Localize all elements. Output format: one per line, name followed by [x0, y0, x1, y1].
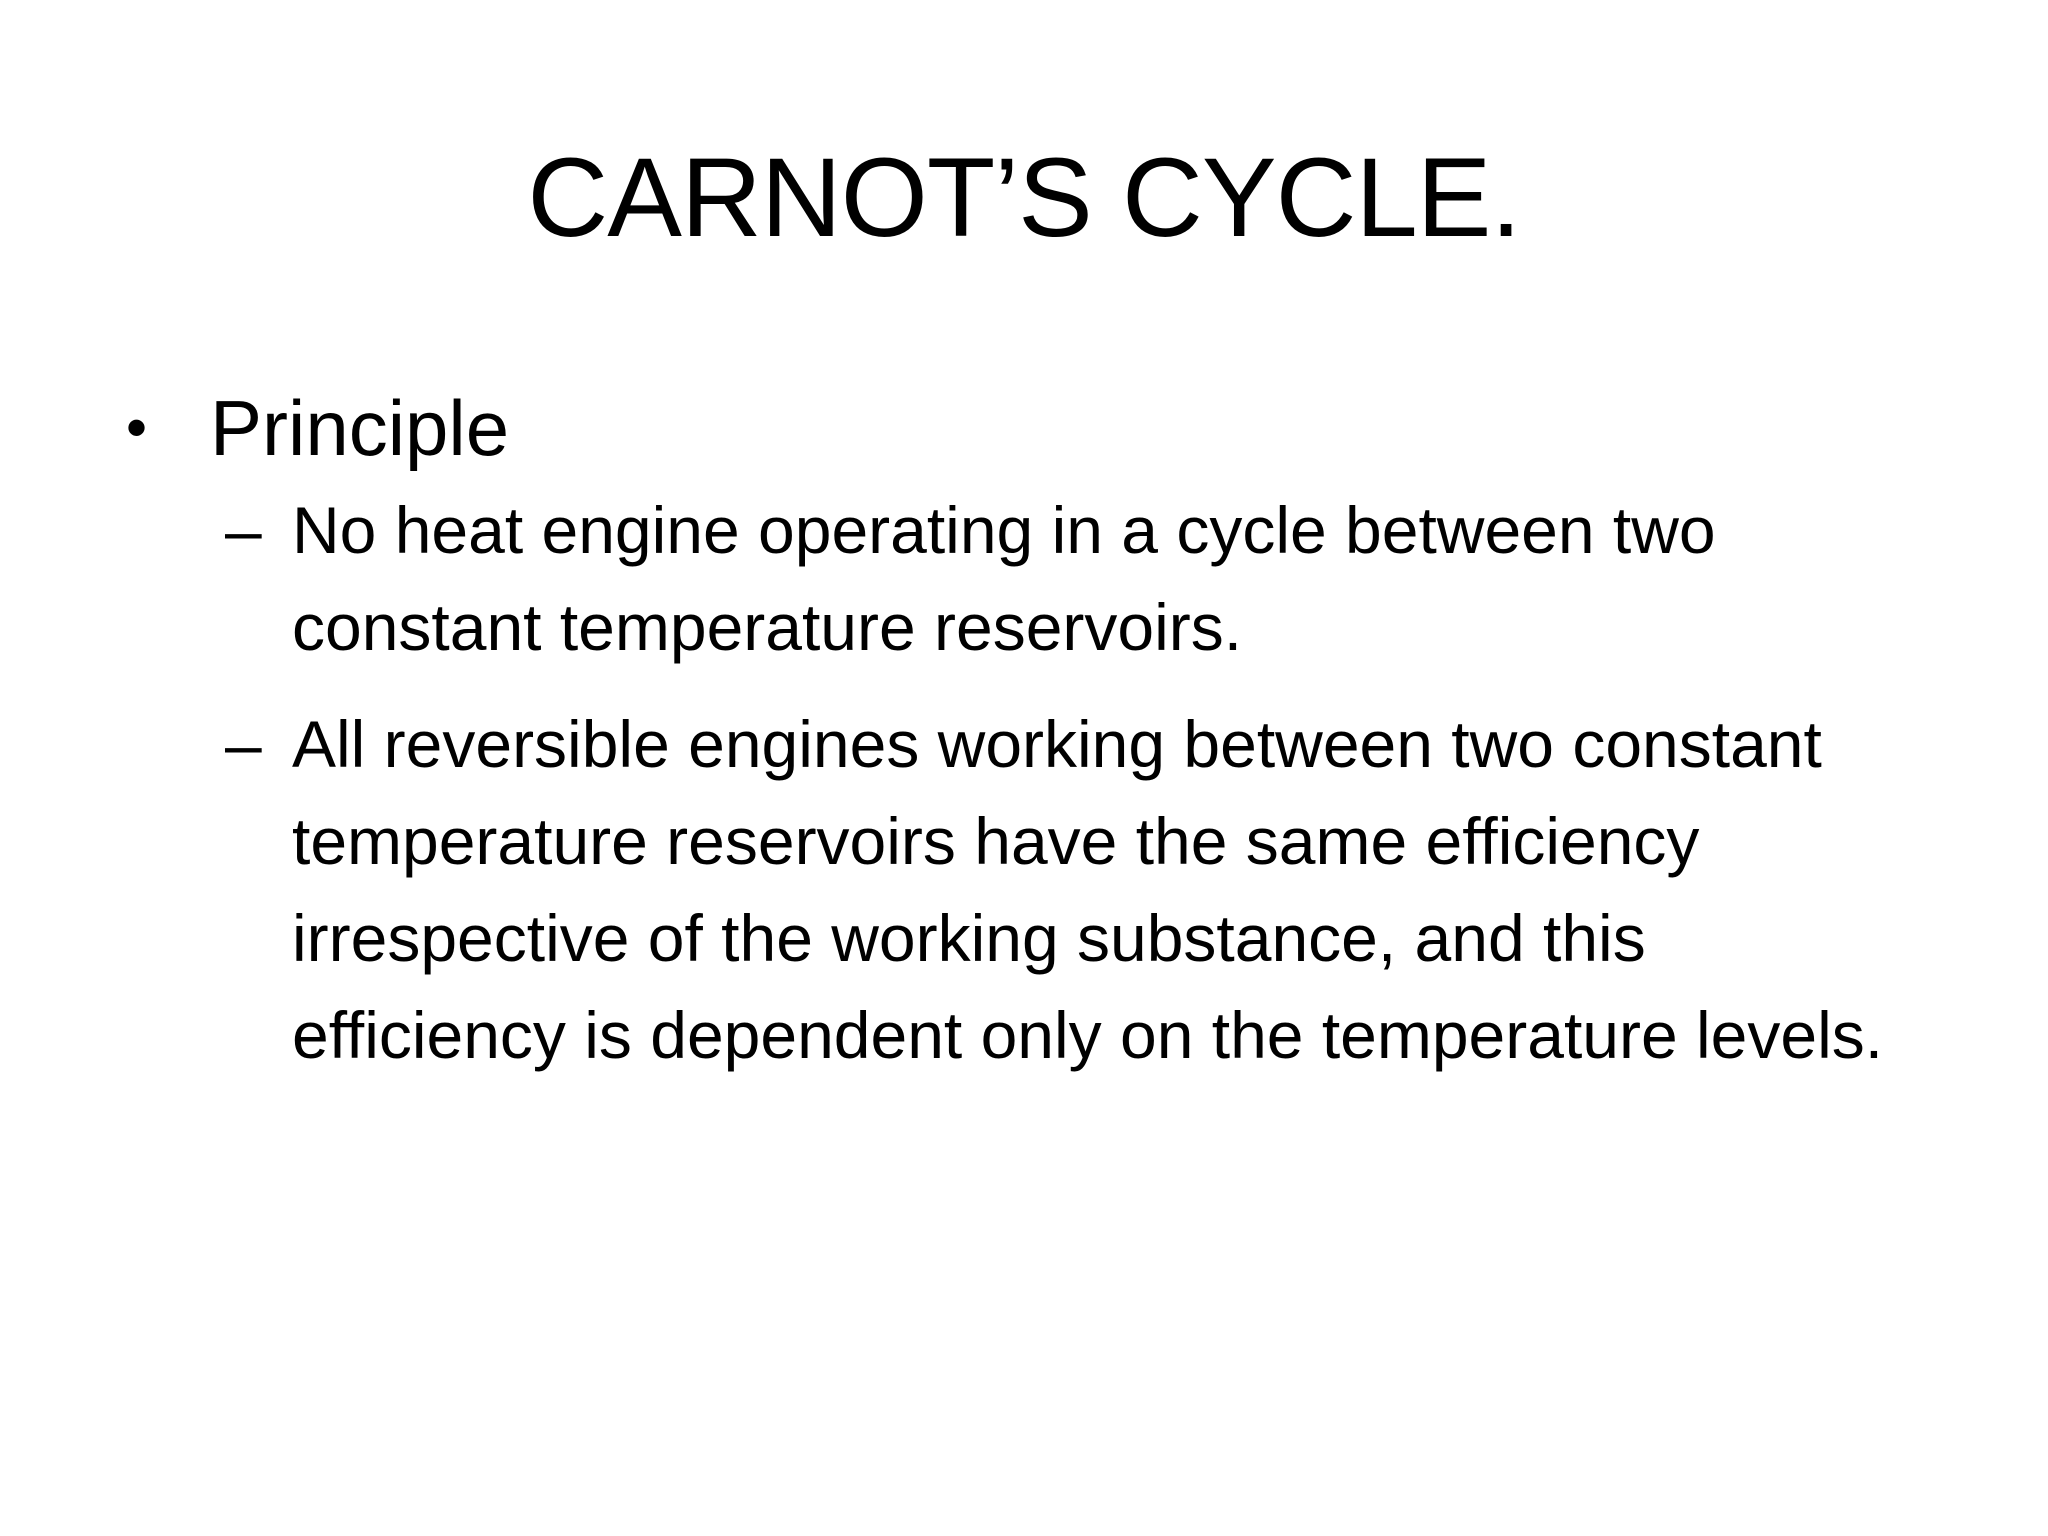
sub-bullet-item — [225, 696, 1925, 1084]
sub-bullet-text: All reversible engines working between two constant temperature reservoirs have the same efficiency irrespective of the working substance, and this efficiency is dependent only on the temperature levels. — [292, 707, 1884, 1072]
dash-icon: – — [225, 707, 262, 781]
sub-bullet-text: No heat engine operating in a cycle between two constant temperature reservoirs. — [292, 493, 1716, 664]
bullet-label: Principle — [210, 384, 510, 472]
sub-bullet-list — [225, 482, 1925, 1084]
bullet-principle — [120, 380, 1940, 476]
dash-icon: – — [225, 493, 262, 567]
slide-content — [120, 380, 1940, 1104]
slide-title: CARNOT’S CYCLE. — [527, 135, 1521, 260]
bullet-icon: • — [126, 394, 148, 461]
sub-bullet-item — [225, 482, 1925, 676]
